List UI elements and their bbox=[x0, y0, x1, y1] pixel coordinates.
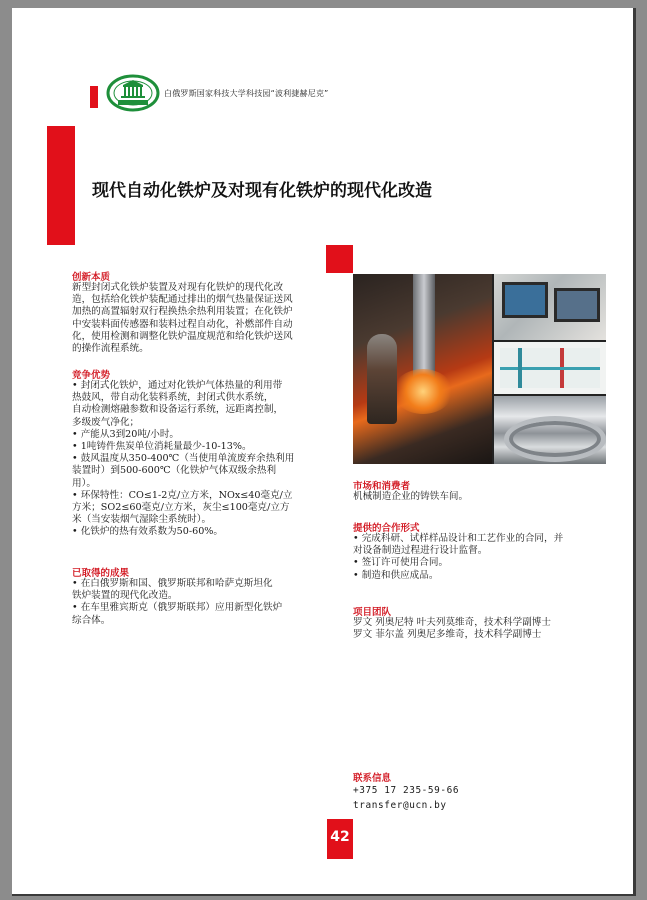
worker-figure bbox=[367, 334, 397, 424]
contacts-heading: 联系信息 bbox=[353, 773, 392, 784]
text-line: 装置时）到500-600℃（化铁炉气体双级余热利 bbox=[72, 465, 277, 477]
phone-number: +375 17 235-59-66 bbox=[353, 785, 460, 796]
monitor-screen bbox=[502, 282, 548, 318]
page-title: 现代自动化铁炉及对现有化铁炉的现代化改造 bbox=[92, 181, 432, 201]
furnace-pipe bbox=[413, 274, 435, 384]
page-edge-shadow bbox=[633, 8, 636, 894]
cooperation-heading: 提供的合作形式 bbox=[353, 523, 420, 534]
innovation-text bbox=[72, 282, 293, 355]
text-line: 化，使用检测和调整化铁炉温度规范和给化铁炉送风 bbox=[72, 330, 293, 342]
text-line: • 完成科研、试样样品设计和工艺作业的合同，并 bbox=[353, 533, 564, 544]
contacts-text bbox=[353, 785, 459, 812]
text-line: • 化铁炉的热有效系数为50-60%。 bbox=[72, 526, 224, 538]
scheme-diagram bbox=[500, 348, 600, 388]
text-line: 的操作流程系统。 bbox=[72, 343, 149, 355]
advantages-text bbox=[72, 380, 294, 539]
innovation-heading: 创新本质 bbox=[72, 272, 111, 283]
page-number: 42 bbox=[330, 829, 350, 845]
red-accent-square bbox=[326, 245, 353, 273]
text-line: 米（当安装烟气湿除尘系统时）。 bbox=[72, 514, 212, 526]
furnace-photo bbox=[353, 274, 492, 464]
heat-exchanger-photo bbox=[494, 396, 606, 464]
market-text bbox=[353, 491, 468, 503]
text-line: • 1吨铸件焦炭单位消耗量最少-10-13%。 bbox=[72, 441, 252, 453]
red-accent-bar-large bbox=[47, 126, 75, 245]
text-line: 机械制造企业的铸铁车间。 bbox=[353, 491, 469, 502]
text-line: • 产能从3到20吨/小时。 bbox=[72, 428, 180, 440]
text-line: • 在白俄罗斯和国、俄罗斯联邦和哈萨克斯坦化 bbox=[72, 578, 273, 589]
page-edge-shadow-bottom bbox=[12, 894, 636, 896]
text-line: 造，包括给化铁炉装配通过排出的烟气热量保证送风 bbox=[72, 294, 293, 306]
process-scheme-image bbox=[494, 342, 606, 394]
text-line: 对设备制造过程进行设计监督。 bbox=[353, 545, 488, 557]
text-line: • 在车里雅宾斯克（俄罗斯联邦）应用新型化铁炉 bbox=[72, 602, 283, 614]
results-heading: 已取得的成果 bbox=[72, 568, 130, 579]
text-line: 多级废气净化； bbox=[72, 416, 140, 428]
park-logo-icon bbox=[106, 74, 160, 112]
text-line: • 制造和供应成品。 bbox=[353, 569, 439, 581]
results-text bbox=[72, 578, 282, 627]
text-line: • 环保特性：CO≤1-2克/立方米，NOx≤40毫克/立 bbox=[72, 489, 293, 501]
text-line: • 签订许可使用合同。 bbox=[353, 557, 449, 569]
red-accent-bar-small bbox=[90, 86, 98, 108]
text-line: 自动检测熔融参数和设备运行系统，远距离控制， bbox=[72, 404, 284, 416]
text-line: 罗文 菲尔盖 列奥尼多维奇，技术科学副博士 bbox=[353, 629, 542, 641]
text-line: 热鼓风，带自动化装料系统，封闭式供水系统， bbox=[72, 392, 274, 404]
text-line: 中安装料面传感器和装料过程自动化，补燃部件自动 bbox=[72, 318, 293, 330]
text-line: 罗文 列奥尼特 叶夫列莫维奇，技术科学副博士 bbox=[353, 617, 551, 628]
advantages-heading: 竞争优势 bbox=[72, 370, 111, 381]
text-line: 新型封闭式化铁炉装置及对现有化铁炉的现代化改 bbox=[72, 282, 284, 293]
text-line: • 鼓风温度从350-400℃（当使用单流废弃余热利用 bbox=[72, 453, 295, 465]
control-room-photo bbox=[494, 274, 606, 340]
text-line: • 封闭式化铁炉，通过对化铁炉气体热量的利用带 bbox=[72, 380, 283, 391]
exchanger-ring bbox=[504, 416, 606, 462]
product-photos bbox=[353, 274, 606, 464]
monitor-screen bbox=[554, 288, 600, 322]
text-line: 用）。 bbox=[72, 477, 96, 489]
organization-name: 白俄罗斯国家科技大学科技园“波利捷赫尼克” bbox=[164, 89, 329, 98]
text-line: 综合体。 bbox=[72, 614, 111, 626]
team-heading: 项目团队 bbox=[353, 607, 392, 618]
text-line: 方米；SO2≤60毫克/立方米，灰尘≤100毫克/立方 bbox=[72, 502, 290, 514]
market-heading: 市场和消费者 bbox=[353, 481, 411, 492]
team-text bbox=[353, 617, 551, 641]
cooperation-text bbox=[353, 533, 563, 582]
text-line: 铁炉装置的现代化改造。 bbox=[72, 590, 178, 602]
email-address: transfer@ucn.by bbox=[353, 800, 447, 812]
text-line: 加热的高置辐射双行程换热余热利用装置；在化铁炉 bbox=[72, 306, 293, 318]
molten-metal-glow bbox=[393, 369, 453, 414]
